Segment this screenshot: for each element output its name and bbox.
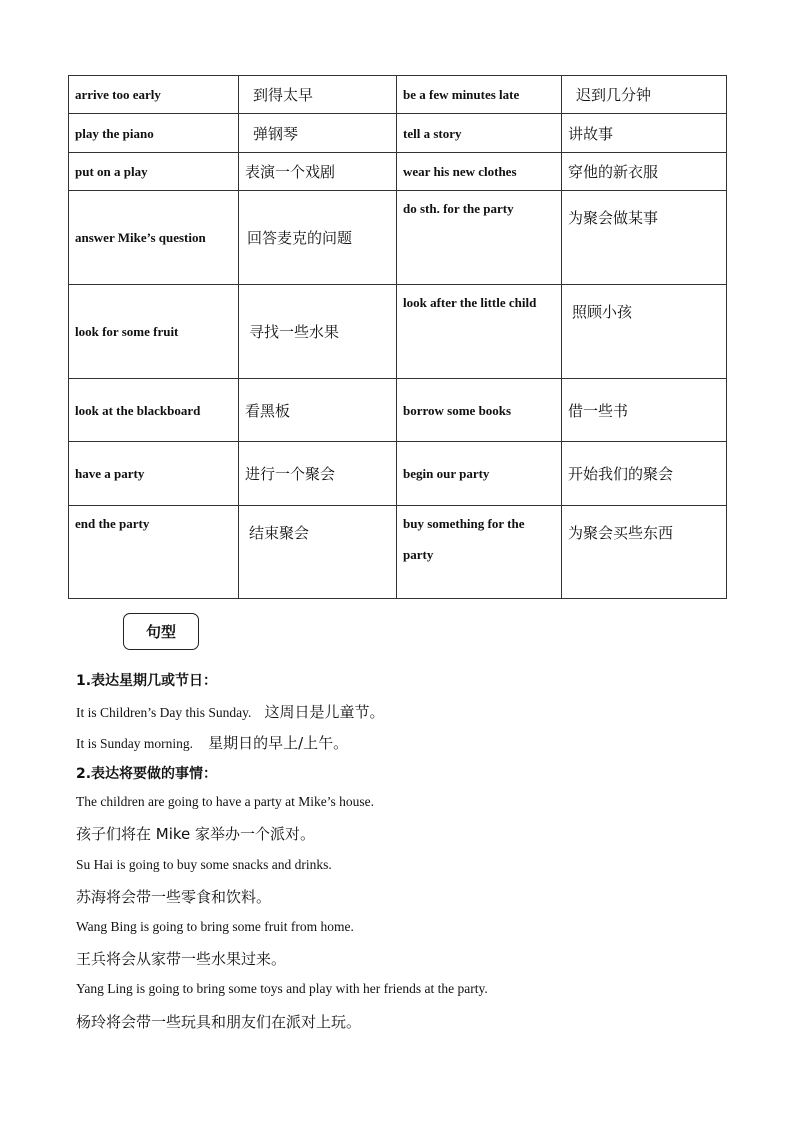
table-row: [69, 285, 727, 379]
sentence-line: [76, 732, 348, 753]
table-cell-zh: 到得太早: [239, 76, 397, 114]
table-cell-zh: 穿他的新衣服: [562, 153, 727, 191]
sentence-zh: 孩子们将在 Mike 家举办一个派对。: [76, 825, 316, 843]
table-cell-zh: 弹钢琴: [239, 114, 397, 153]
table-cell-en: tell a story: [397, 114, 562, 153]
table-cell-en: arrive too early: [69, 76, 239, 114]
table-cell-en: look after the little child: [397, 285, 562, 379]
table-row: [69, 76, 727, 114]
table-cell-en: end the party: [69, 506, 239, 599]
table-cell-en: be a few minutes late: [397, 76, 562, 114]
table-cell-zh: 为聚会做某事: [562, 191, 727, 285]
table-cell-zh: 讲故事: [562, 114, 727, 153]
section-badge: 句型: [123, 613, 199, 650]
table-cell-zh: 寻找一些水果: [239, 285, 397, 379]
table-cell-en: play the piano: [69, 114, 239, 153]
sentence-en: The children are going to have a party at Mike’s house.: [76, 794, 375, 809]
table-cell-zh: 为聚会买些东西: [562, 506, 727, 599]
section-heading: 1.表达星期几或节日：: [76, 673, 218, 689]
table-cell-en: look for some fruit: [69, 285, 239, 379]
table-cell-en: begin our party: [397, 442, 562, 506]
section-heading: 2.表达将要做的事情：: [76, 766, 218, 782]
sentence-zh: 苏海将会带一些零食和饮料。: [76, 888, 272, 906]
vocab-table: [68, 75, 727, 599]
table-row: [69, 153, 727, 191]
table-row: [69, 191, 727, 285]
table-row: [69, 442, 727, 506]
sentence-zh: 这周日是儿童节。: [264, 703, 385, 721]
table-cell-en: borrow some books: [397, 379, 562, 442]
table-cell-zh: 表演一个戏剧: [239, 153, 397, 191]
table-cell-zh: 看黑板: [239, 379, 397, 442]
sentence-en: Yang Ling is going to bring some toys and play with her friends at the party.: [76, 981, 488, 996]
table-cell-en: put on a play: [69, 153, 239, 191]
table-row: [69, 114, 727, 153]
table-cell-en: have a party: [69, 442, 239, 506]
sentence-zh: 杨玲将会带一些玩具和朋友们在派对上玩。: [76, 1013, 362, 1031]
table-cell-en: look at the blackboard: [69, 379, 239, 442]
sentence-en: It is Sunday morning.: [76, 736, 193, 751]
table-row: [69, 379, 727, 442]
sentence-zh: 王兵将会从家带一些水果过来。: [76, 950, 287, 968]
table-cell-zh: 回答麦克的问题: [239, 191, 397, 285]
table-cell-zh: 结束聚会: [239, 506, 397, 599]
table-cell-en: wear his new clothes: [397, 153, 562, 191]
table-cell-zh: 进行一个聚会: [239, 442, 397, 506]
sentence-en: Wang Bing is going to bring some fruit from home.: [76, 919, 354, 934]
table-cell-zh: 迟到几分钟: [562, 76, 727, 114]
sentence-en: Su Hai is going to buy some snacks and drinks.: [76, 857, 332, 872]
table-row: [69, 506, 727, 599]
table-cell-en: answer Mike’s question: [69, 191, 239, 285]
sentence-zh: 星期日的早上/上午。: [208, 734, 349, 752]
table-cell-zh: 开始我们的聚会: [562, 442, 727, 506]
sentence-line: [76, 701, 384, 722]
table-cell-zh: 借一些书: [562, 379, 727, 442]
table-cell-en: do sth. for the party: [397, 191, 562, 285]
sentence-en: It is Children’s Day this Sunday.: [76, 705, 252, 720]
table-cell-zh: 照顾小孩: [562, 285, 727, 379]
table-cell-en: buy something for the party: [397, 506, 562, 599]
